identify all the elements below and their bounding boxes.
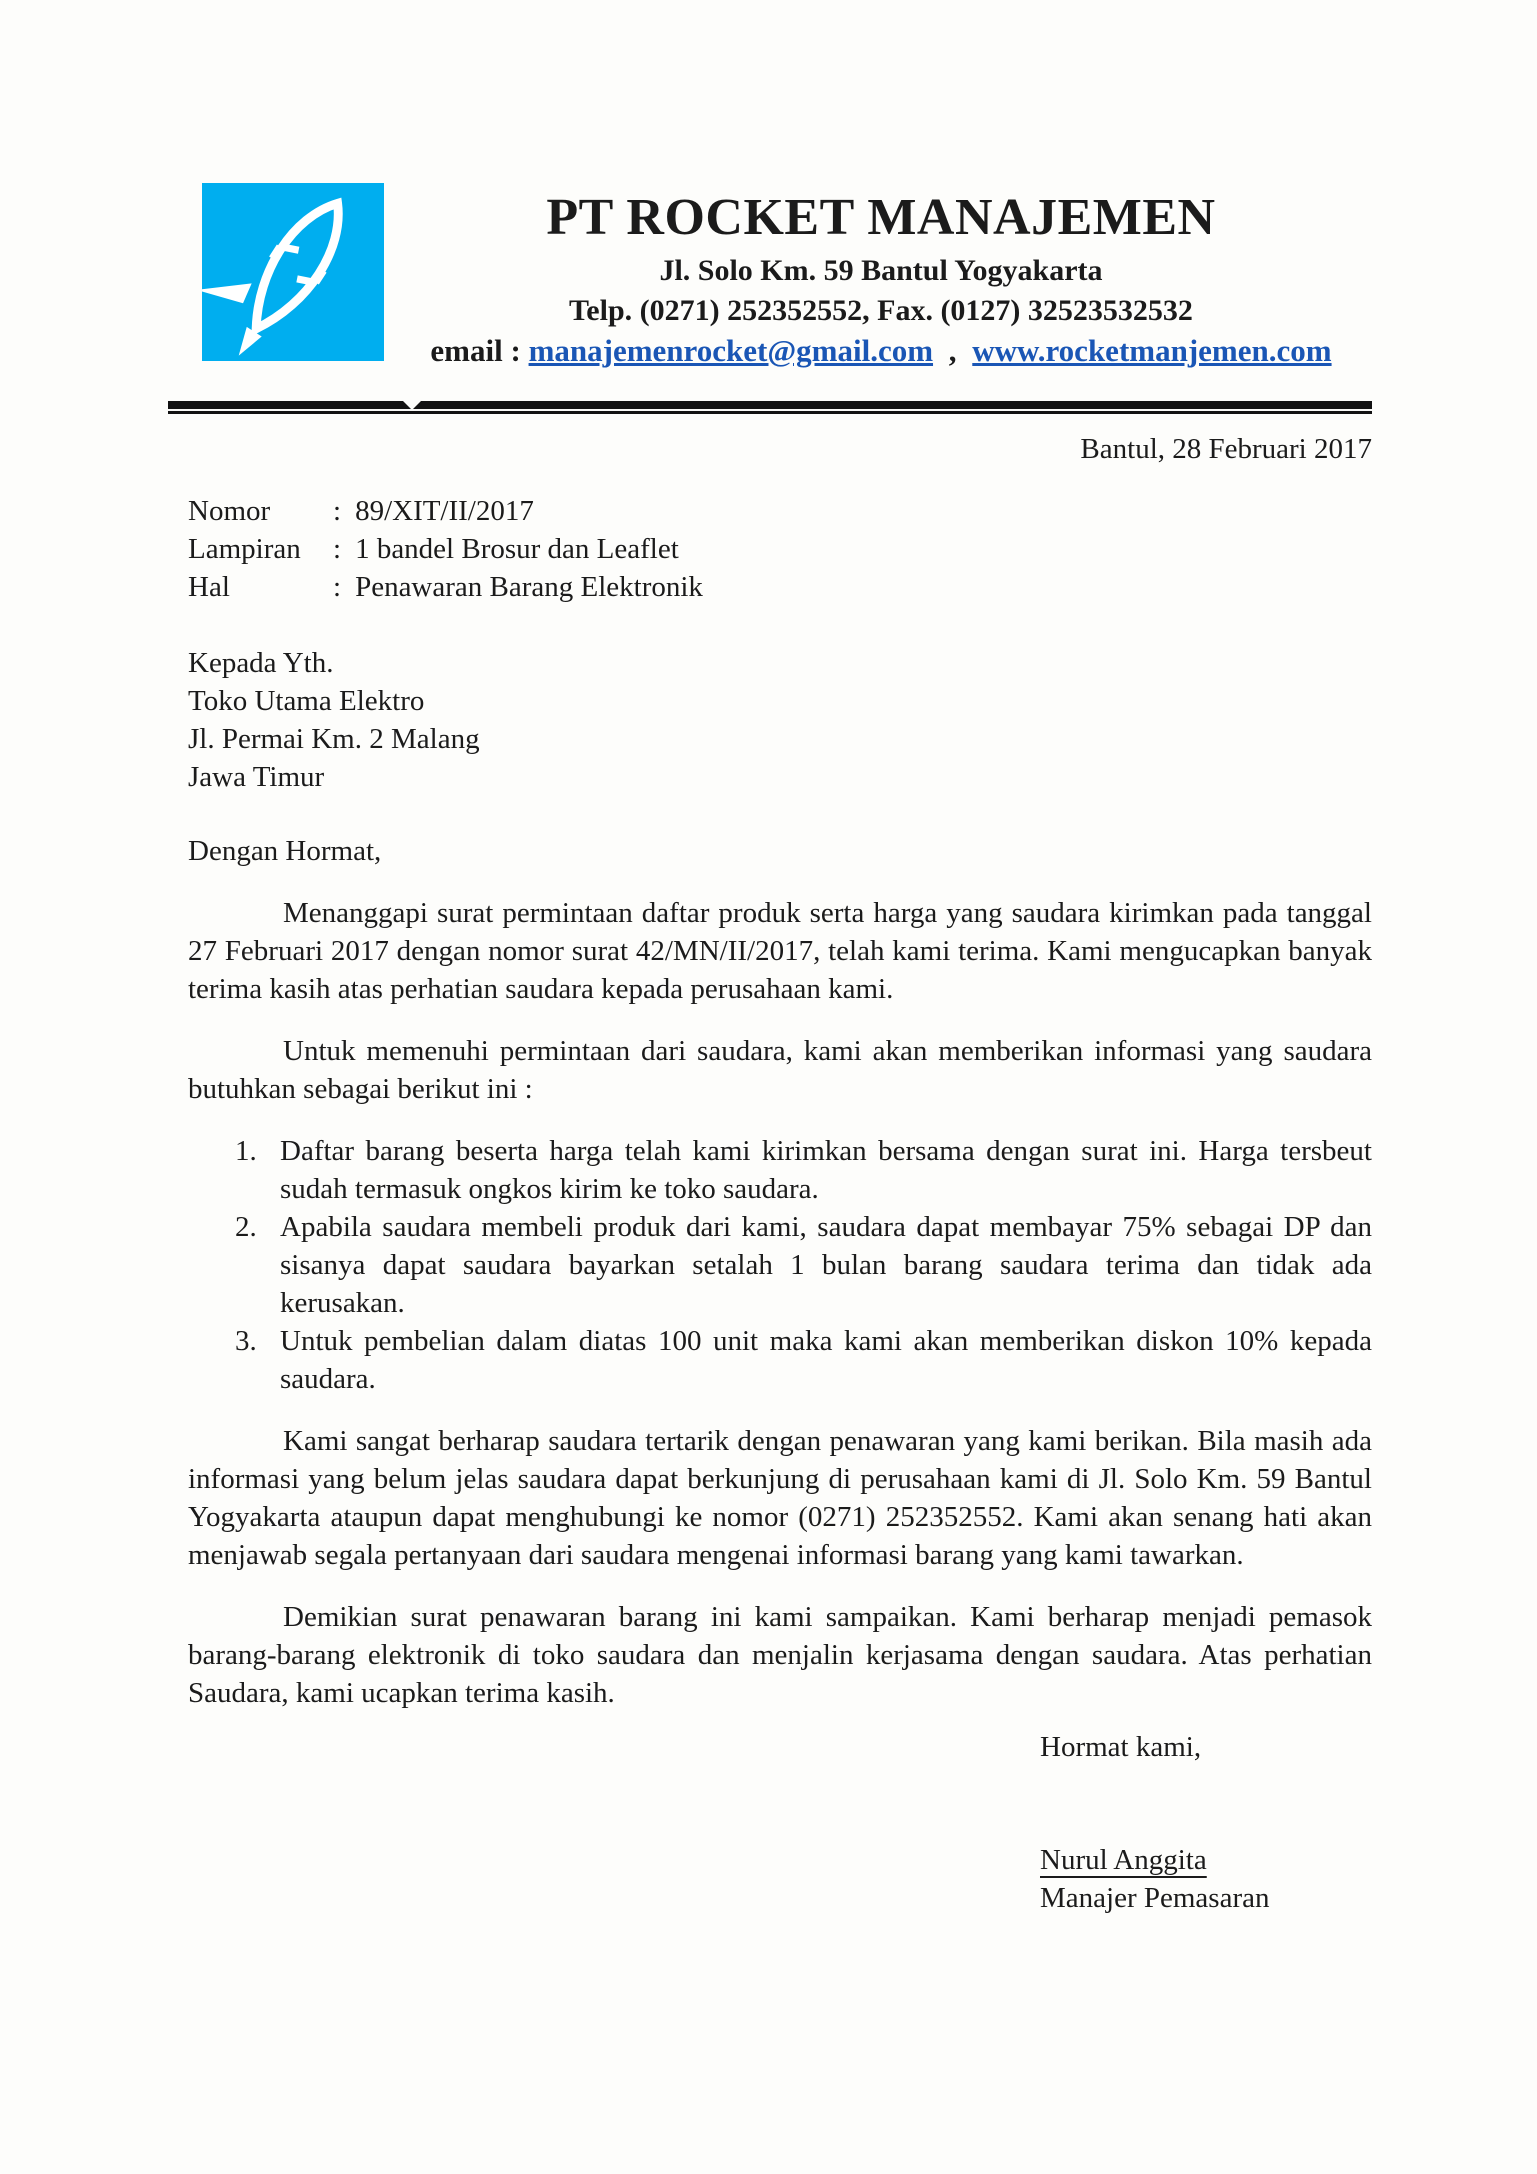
meta-field-lampiran — [188, 530, 1372, 568]
letterhead-text — [390, 185, 1372, 371]
letter-date: Bantul, 28 Februari 2017 — [1080, 433, 1372, 465]
meta-value: 89/XIT/II/2017 — [355, 495, 534, 527]
meta-value: 1 bandel Brosur dan Leaflet — [355, 533, 679, 565]
meta-value: Penawaran Barang Elektronik — [355, 571, 703, 603]
list-text: Apabila saudara membeli produk dari kami, saudara dapat membayar 75% sebagai DP dan sisanya dapat saudara bayarkan setalah 1 bulan barang saudara terima dan tidak ada kerusakan. — [280, 1211, 1372, 1319]
meta-colon: : — [333, 533, 342, 565]
recipient-line: Toko Utama Elektro — [188, 685, 425, 717]
paragraph-3: Kami sangat berharap saudara tertarik dengan penawaran yang kami berikan. Bila masih ada informasi yang belum jelas saudara dapat berkunjung di perusahaan kami di Jl. Solo Km. 59 Bantul Yogyakarta ataupun dapat menghubungi ke nomor (0271) 252352552. Kami akan senang hati akan menjawab segala pertanyaan dari saudara mengenai informasi barang yang kami tawarkan. — [188, 1425, 1372, 1571]
list-number: 1. — [235, 1135, 257, 1167]
list-text: Daftar barang beserta harga telah kami kirimkan bersama dengan surat ini. Harga tersbeut sudah termasuk ongkos kirim ke toko saudara. — [280, 1135, 1372, 1205]
list-number: 3. — [235, 1325, 257, 1357]
website-link[interactable]: www.rocketmanjemen.com — [972, 333, 1332, 368]
signature-space — [1040, 1766, 1372, 1841]
signatory-title: Manajer Pemasaran — [1040, 1882, 1270, 1914]
paragraph-2: Untuk memenuhi permintaan dari saudara, kami akan memberikan informasi yang saudara butuhkan sebagai berikut ini : — [188, 1035, 1372, 1105]
divider-notch — [403, 401, 421, 410]
rocket-icon — [202, 183, 384, 361]
meta-label: Nomor — [188, 495, 271, 527]
paragraph-1: Menanggapi surat permintaan daftar produk serta harga yang saudara kirimkan pada tanggal 27 Februari 2017 dengan nomor surat 42/MN/II/2017, telah kami terima. Kami mengucapkan banyak terima kasih atas perhatian saudara kepada perusahaan kami. — [188, 897, 1372, 1005]
meta-colon: : — [333, 571, 342, 603]
company-address: Jl. Solo Km. 59 Bantul Yogyakarta — [659, 254, 1103, 287]
email-label: email : — [430, 333, 521, 368]
recipient-line: Jl. Permai Km. 2 Malang — [188, 723, 480, 755]
meta-colon: : — [333, 495, 342, 527]
letter-body — [188, 430, 1372, 1917]
company-phone-fax: Telp. (0271) 252352552, Fax. (0127) 32523532532 — [569, 294, 1193, 327]
link-separator: , — [948, 333, 957, 368]
meta-field-hal — [188, 568, 1372, 606]
terms-list — [188, 1132, 1372, 1398]
email-link[interactable]: manajemenrocket@gmail.com — [528, 333, 934, 368]
signatory-name: Nurul Anggita — [1040, 1844, 1207, 1876]
company-contact-line — [390, 331, 1372, 371]
letter-meta — [188, 492, 1372, 606]
recipient-line: Kepada Yth. — [188, 647, 334, 679]
meta-label: Hal — [188, 571, 230, 603]
letterhead — [0, 0, 1537, 371]
list-text: Untuk pembelian dalam diatas 100 unit maka kami akan memberikan diskon 10% kepada saudara. — [280, 1325, 1372, 1395]
signature-block — [1040, 1728, 1372, 1917]
paragraph-4: Demikian surat penawaran barang ini kami sampaikan. Kami berharap menjadi pemasok barang-barang elektronik di toko saudara dan menjalin kerjasama dengan saudara. Atas perhatian Saudara, kami ucapkan terima kasih. — [188, 1601, 1372, 1709]
company-name: PT ROCKET MANAJEMEN — [546, 189, 1216, 246]
company-logo — [202, 183, 384, 361]
meta-label: Lampiran — [188, 533, 301, 565]
closing-salutation: Hormat kami, — [1040, 1731, 1202, 1763]
list-item — [188, 1322, 1372, 1398]
recipient-block — [188, 644, 1372, 796]
letterhead-divider — [168, 401, 1372, 414]
list-number: 2. — [235, 1211, 257, 1243]
list-item — [188, 1132, 1372, 1208]
salutation: Dengan Hormat, — [188, 835, 382, 867]
meta-field-nomor — [188, 492, 1372, 530]
recipient-line: Jawa Timur — [188, 761, 325, 793]
list-item — [188, 1208, 1372, 1322]
